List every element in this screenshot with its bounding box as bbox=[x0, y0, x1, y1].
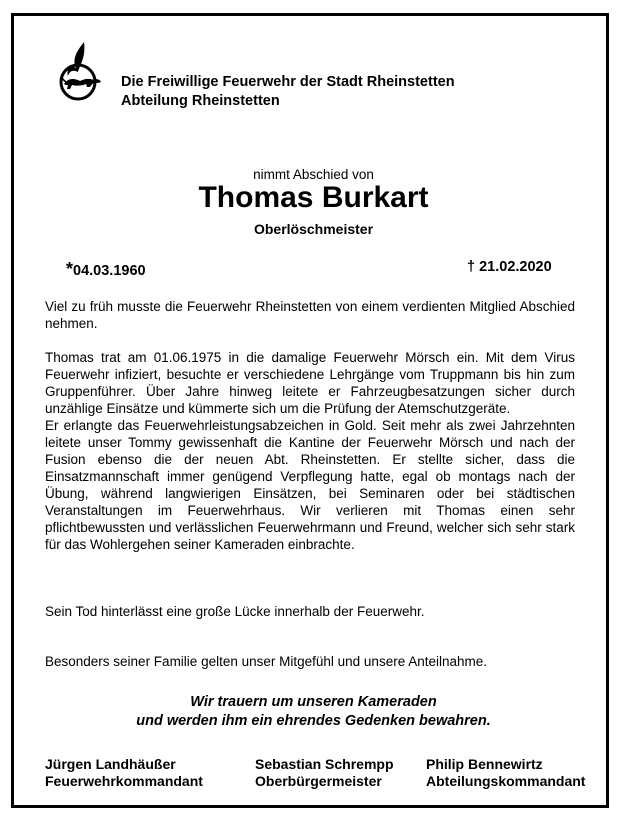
signature-block bbox=[255, 756, 394, 790]
signature-block bbox=[426, 756, 585, 790]
birth-date-value: 04.03.1960 bbox=[73, 263, 146, 279]
signatory-title: Feuerwehrkommandant bbox=[45, 773, 203, 789]
signatory-name: Sebastian Schrempp bbox=[255, 756, 394, 772]
signatory-name: Jürgen Landhäußer bbox=[45, 756, 176, 772]
organization-name: Die Freiwillige Feuerwehr der Stadt Rheinstetten bbox=[121, 74, 455, 90]
fire-department-lion-logo-icon bbox=[54, 40, 106, 102]
closing-statement bbox=[0, 693, 627, 731]
paragraph-intro: Viel zu früh musste die Feuerwehr Rheinstetten von einem verdienten Mitglied Abschied nehmen. bbox=[45, 299, 575, 331]
paragraph-condolence: Besonders seiner Familie gelten unser Mitgefühl und unsere Anteilnahme. bbox=[45, 654, 488, 669]
biography-part-2: Er erlangte das Feuerwehrleistungsabzeichen in Gold. Seit mehr als zwei Jahrzehnten leitete unser Tommy gewissenhaft die Kantine der Feuerwehr Mörsch und nach der Fusion ebenso die der neuen Abt. Rheinstetten. Er stellte sicher, dass die Einsatzmannschaft immer genügend Verpflegung hatte, egal ob montags nach der Übung, während langwierigen Einsätzen, bei Seminaren oder bei städtischen Veranstaltungen im Feuerwehrhaus. Wir verlieren mit Thomas einen sehr pflichtbewussten und verlässlichen Feuerwehrmann und Freund, welcher sich sehr stark für das Wohlergehen seiner Kameraden einbrachte. bbox=[45, 418, 575, 552]
deceased-name: Thomas Burkart bbox=[198, 181, 429, 214]
signatory-title: Abteilungskommandant bbox=[426, 773, 586, 789]
birth-symbol: * bbox=[66, 259, 74, 279]
paragraph-loss: Sein Tod hinterlässt eine große Lücke innerhalb der Feuerwehr. bbox=[45, 604, 425, 619]
department-name: Abteilung Rheinstetten bbox=[121, 93, 280, 109]
intro-text: nimmt Abschied von bbox=[253, 167, 374, 182]
paragraph-biography bbox=[45, 349, 575, 553]
birth-date bbox=[66, 259, 146, 280]
signatory-name: Philip Bennewirtz bbox=[426, 756, 543, 772]
death-date: † 21.02.2020 bbox=[467, 259, 552, 275]
signature-block bbox=[45, 756, 203, 790]
closing-line-2: und werden ihm ein ehrendes Gedenken bewahren. bbox=[136, 713, 491, 729]
organization-header bbox=[121, 73, 455, 111]
signatory-title: Oberbürgermeister bbox=[255, 773, 382, 789]
deceased-rank: Oberlöschmeister bbox=[253, 221, 374, 237]
biography-part-1: Thomas trat am 01.06.1975 in die damalige Feuerwehr Mörsch ein. Mit dem Virus Feuerwehr infiziert, besuchte er verschiedene Lehrgänge vom Truppmann bis hin zum Gruppenführer. Über Jahre hinweg leitete er Fahrzeugbesatzungen sicher durch unzählige Einsätze und kümmerte sich um die Prüfung der Atemschutzgeräte. bbox=[45, 350, 575, 416]
closing-line-1: Wir trauern um unseren Kameraden bbox=[190, 694, 437, 710]
